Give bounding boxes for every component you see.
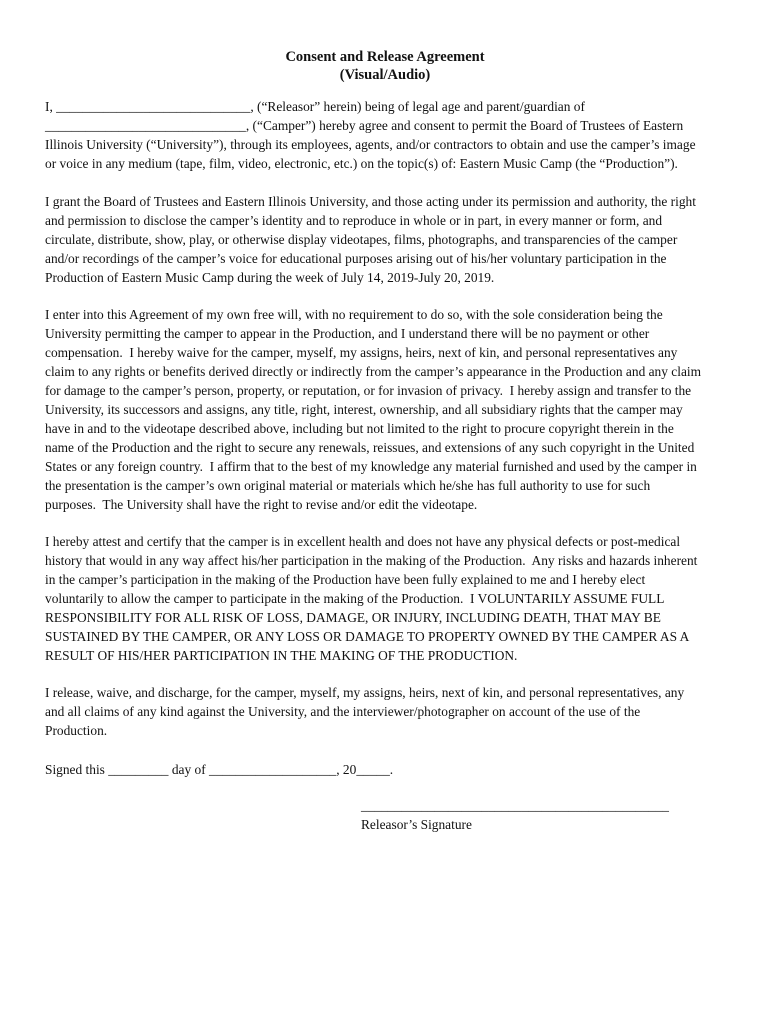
paragraph-3-line-10: the presentation is the camper’s own original material or materials which he/she has full authority to use for such <box>45 478 651 493</box>
paragraph-1-line-2: ______________________________, (“Camper”) hereby agree and consent to permit the Board of Trustees of Eastern <box>45 118 684 133</box>
paragraph-3-line-3: compensation. I hereby waive for the camper, myself, my assigns, heirs, next of kin, and personal representatives any <box>45 345 678 360</box>
paragraph-4-line-4: voluntarily to allow the camper to participate in the making of the Production. I VOLUNTARILY ASSUME FULL <box>45 591 665 606</box>
paragraph-5-line-2: and all claims of any kind against the University, and the interviewer/photographer on account of the use of the <box>45 704 641 719</box>
paragraph-4-line-5: RESPONSIBILITY FOR ALL RISK OF LOSS, DAMAGE, OR INJURY, INCLUDING DEATH, THAT MAY BE <box>45 610 661 625</box>
paragraph-4-line-6: SUSTAINED BY THE CAMPER, OR ANY LOSS OR DAMAGE TO PROPERTY OWNED BY THE CAMPER AS A <box>45 629 690 644</box>
paragraph-2-line-2: and permission to disclose the camper’s identity and to reproduce in whole or in part, in every manner or form, and <box>45 213 663 228</box>
paragraph-3-line-1: I enter into this Agreement of my own free will, with no requirement to do so, with the sole consideration being the <box>45 307 663 322</box>
paragraph-5-line-1: I release, waive, and discharge, for the camper, myself, my assigns, heirs, next of kin, and personal representatives, any <box>45 685 685 700</box>
paragraph-4-line-2: history that would in any way affect his/her participation in the making of the Production. Any risks and hazards inherent <box>45 553 698 568</box>
paragraph-4-line-1: I hereby attest and certify that the camper is in excellent health and does not have any physical defects or post-medical <box>45 534 681 549</box>
paragraph-5-line-3: Production. <box>45 723 108 738</box>
paragraph-3-line-5: for damage to the camper’s person, property, or reputation, or for invasion of privacy. I hereby assign and transfer to the <box>45 383 692 398</box>
paragraph-3-line-9: States or any foreign country. I affirm that to the best of my knowledge any material furnished and used by the camper in <box>45 459 697 474</box>
paragraph-4-line-3: in the camper’s participation in the making of the Production have been fully explained to me and I hereby elect <box>45 572 646 587</box>
paragraph-3-line-2: University permitting the camper to appear in the Production, and I understand there will be no payment or other <box>45 326 650 341</box>
document-title: Consent and Release Agreement <box>285 49 485 65</box>
paragraph-3-line-8: name of the Production and the right to secure any renewals, reissues, and extensions of any such copyright in the United <box>45 440 695 455</box>
paragraph-1-line-1: I, _____________________________, (“Releasor” herein) being of legal age and parent/guardian of <box>45 99 585 114</box>
paragraph-4-line-7: RESULT OF HIS/HER PARTICIPATION IN THE MAKING OF THE PRODUCTION. <box>45 648 518 663</box>
document-subtitle: (Visual/Audio) <box>339 67 431 83</box>
paragraph-1-line-4: or voice in any medium (tape, film, video, electronic, etc.) on the topic(s) of: Eastern Music Camp (the “Production”). <box>45 156 678 171</box>
paragraph-3-line-6: University, its successors and assigns, any title, right, interest, ownership, and all subsidiary rights that the camper may <box>45 402 683 417</box>
signed-date-line: Signed this _________ day of ___________________, 20_____. <box>45 762 394 777</box>
paragraph-3-line-4: claim to any rights or benefits derived directly or indirectly from the camper’s appearance in the Production and any claim <box>45 364 702 379</box>
paragraph-2-line-5: Production of Eastern Music Camp during the week of July 14, 2019-July 20, 2019. <box>45 270 495 285</box>
paragraph-2-line-3: circulate, distribute, show, play, or otherwise display videotapes, films, photographs, and transparencies of the camper <box>45 232 678 247</box>
paragraph-1-line-3: Illinois University (“University”), through its employees, agents, and/or contractors to obtain and use the camper’s image <box>45 137 696 152</box>
paragraph-3-line-11: purposes. The University shall have the right to revise and/or edit the videotape. <box>45 497 478 512</box>
signature-label: Releasor’s Signature <box>361 817 472 832</box>
signature-line: ______________________________________________ <box>361 798 669 813</box>
paragraph-2-line-1: I grant the Board of Trustees and Eastern Illinois University, and those acting under its permission and authority, the right <box>45 194 696 209</box>
paragraph-3-line-7: have in and to the videotape described above, including but not limited to the right to procure copyright therein in the <box>45 421 674 436</box>
paragraph-2-line-4: and/or recordings of the camper’s voice for educational purposes arising out of his/her voluntary participation in the <box>45 251 667 266</box>
